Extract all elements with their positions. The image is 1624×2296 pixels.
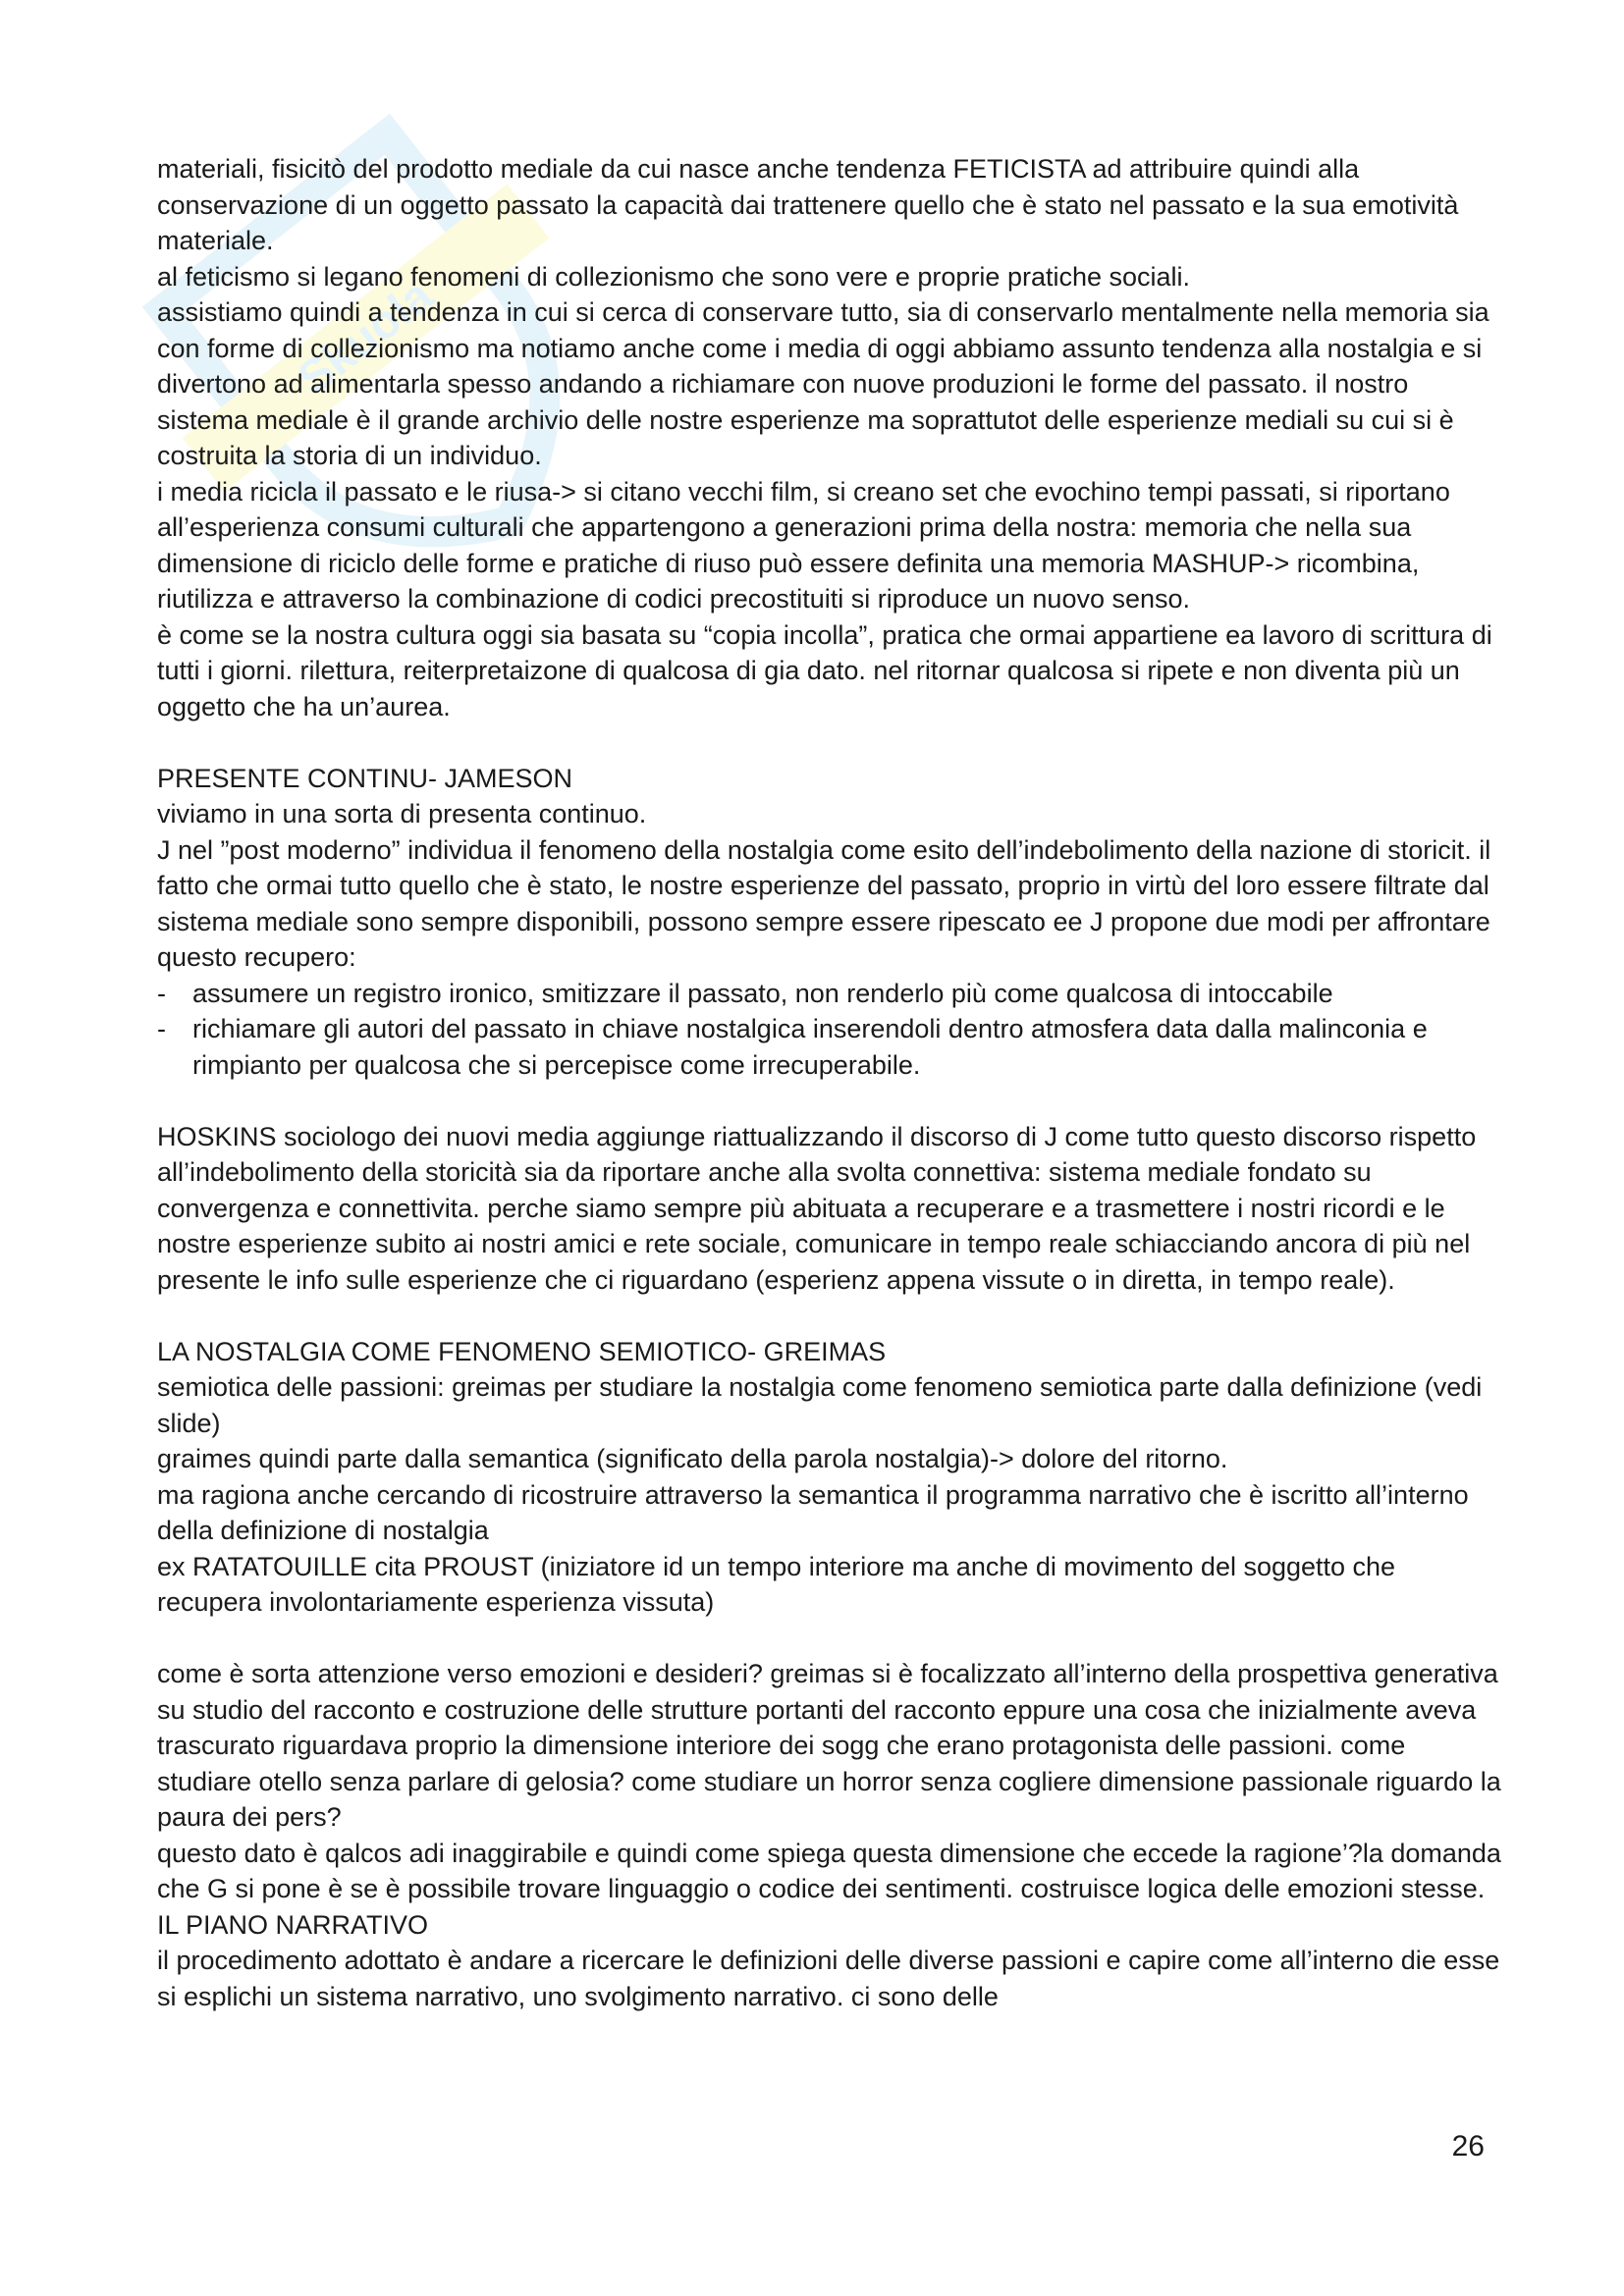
paragraph: J nel ”post moderno” individua il fenomeno della nostalgia come esito dell’indebolimento della nazione di storicit. il fatto che ormai tutto quello che è stato, le nostre esperienze del passato, proprio in virtù del loro essere filtrate dal sistema mediale sono sempre disponibili, possono sempre essere ripescato ee J propone due modi per affrontare questo recupero:	[157, 834, 1491, 972]
section-heading-narrative: IL PIANO NARRATIVO	[157, 1909, 429, 1940]
page-number: 26	[1451, 2130, 1485, 2163]
paragraph: assistiamo quindi a tendenza in cui si cerca di conservare tutto, sia di conservarlo mentalmente nella memoria sia con forme di collezionismo ma notiamo anche come i media di oggi abbiamo assunto tendenza alla nostalgia e si divertono ad alimentarla spesso andando a richiamare con nuove produzioni le forme del passato. il nostro sistema mediale è il grande archivio delle nostre esperienze ma soprattutot delle esperienze mediali su cui si è costruita la storia di un individuo.	[157, 297, 1489, 470]
paragraph: al feticismo si legano fenomeni di collezionismo che sono vere e proprie pratiche sociali.	[157, 261, 1191, 292]
page-content	[157, 151, 1502, 2014]
paragraph: è come se la nostra cultura oggi sia basata su “copia incolla”, pratica che ormai appartiene ea lavoro di scrittura di tutti i giorni. rilettura, reiterpretaizone di qualcosa di gia dato. nel ritornar qualcosa si ripete e non diventa più un oggetto che ha un’aurea.	[157, 619, 1492, 721]
paragraph: questo dato è qalcos adi inaggirabile e quindi come spiega questa dimensione che eccede la ragione’?la domanda che G si pone è se è possibile trovare linguaggio o codice dei sentimenti. costruisce logica delle emozioni stesse.	[157, 1838, 1501, 1903]
paragraph: ex RATATOUILLE cita PROUST (iniziatore id un tempo interiore ma anche di movimento del soggetto che recupera involontariamente esperienza vissuta)	[157, 1551, 1396, 1617]
paragraph: HOSKINS sociologo dei nuovi media aggiunge riattualizzando il discorso di J come tutto questo discorso rispetto all’indebolimento della storicità sia da riportare anche alla svolta connettiva: sistema mediale fondato su convergenza e connettivita. perche siamo sempre più abituata a recuperare e a trasmettere i nostri ricordi e le nostre esperienze subito ai nostri amici e rete sociale, comunicare in tempo reale schiacciando ancora di più nel presente le info sulle esperienze che ci riguardano (esperienz appena vissute o in diretta, in tempo reale).	[157, 1121, 1477, 1295]
list-item: - assumere un registro ironico, smitizzare il passato, non renderlo più come qualcosa di intoccabile	[157, 976, 1502, 1012]
section-heading-greimas: LA NOSTALGIA COME FENOMENO SEMIOTICO- GREIMAS	[157, 1336, 887, 1366]
paragraph: viviamo in una sorta di presenta continuo.	[157, 799, 647, 828]
section-heading-jameson: PRESENTE CONTINU- JAMESON	[157, 763, 573, 793]
paragraph: i media ricicla il passato e le riusa-> si citano vecchi film, si creano set che evochino tempi passati, si riportano all’esperienza consumi culturali che appartengono a generazioni prima della nostra: memoria che nella sua dimensione di riciclo delle forme e pratiche di riuso può essere definita una memoria MASHUP-> ricombina, riutilizza e attraverso la combinazione di codici precostituiti si riproduce un nuovo senso.	[157, 476, 1450, 614]
paragraph: semiotica delle passioni: greimas per studiare la nostalgia come fenomeno semiotica parte dalla definizione (vedi slide)	[157, 1372, 1483, 1438]
paragraph: materiali, fisicitò del prodotto mediale da cui nasce anche tendenza FETICISTA ad attribuire quindi alla conservazione di un oggetto passato la capacità dai trattenere quello che è stato nel passato e la sua emotività materiale.	[157, 154, 1459, 255]
paragraph: come è sorta attenzione verso emozioni e desideri? greimas si è focalizzato all’interno della prospettiva generativa su studio del racconto e costruzione delle strutture portanti del racconto eppure una cosa che inizialmente aveva trascurato riguardava proprio la dimensione interiore dei sogg che erano protagonista delle passioni. come studiare otello senza parlare di gelosia? come studiare un horror senza cogliere dimensione passionale riguardo la paura dei pers?	[157, 1659, 1501, 1832]
svg-text:Skuola: Skuola	[288, 269, 443, 406]
list-item: - richiamare gli autori del passato in chiave nostalgica inserendoli dentro atmosfera data dalla malinconia e rimpianto per qualcosa che si percepisce come irrecuperabile.	[157, 1011, 1502, 1083]
paragraph: ma ragiona anche cercando di ricostruire attraverso la semantica il programma narrativo che è iscritto all’interno della definizione di nostalgia	[157, 1479, 1469, 1545]
paragraph: graimes quindi parte dalla semantica (significato della parola nostalgia)-> dolore del ritorno.	[157, 1444, 1228, 1473]
paragraph: il procedimento adottato è andare a ricercare le definizioni delle diverse passioni e capire come all’interno die esse si esplichi un sistema narrativo, uno svolgimento narrativo. ci sono delle	[157, 1946, 1500, 2011]
bullet-list	[157, 976, 1502, 1084]
